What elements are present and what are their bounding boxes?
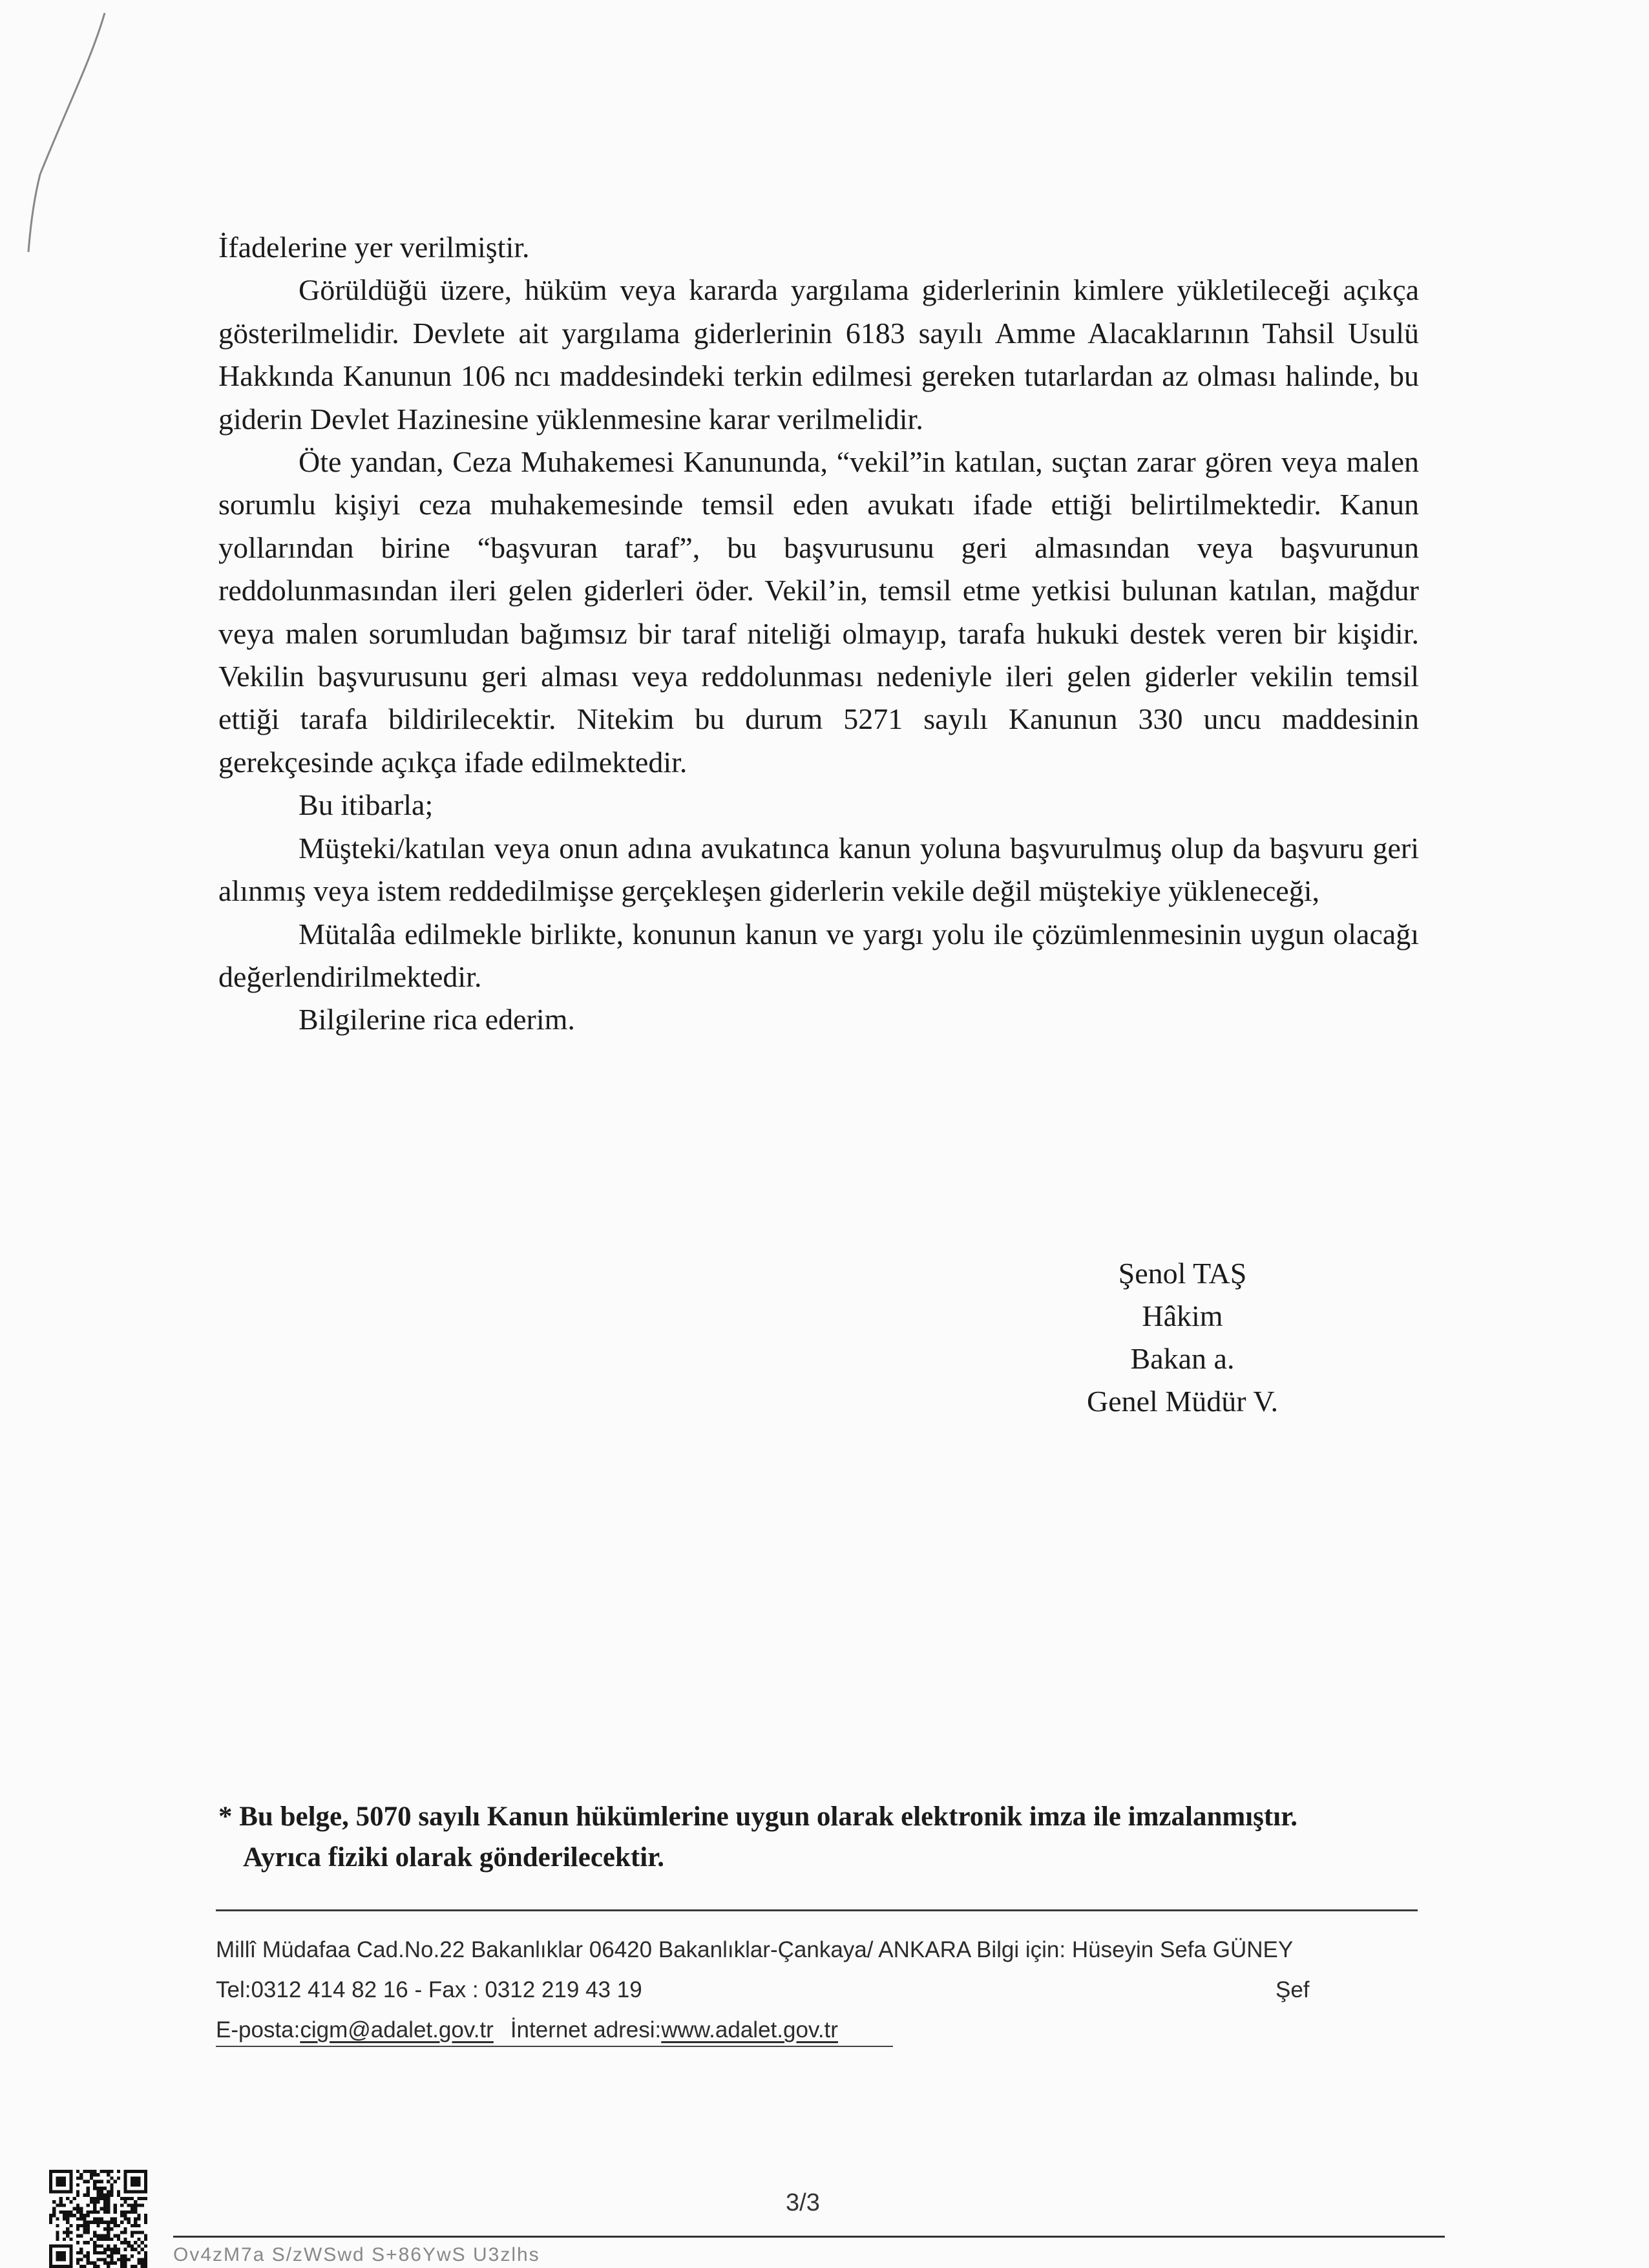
body-paragraph-2: Görüldüğü üzere, hüküm veya kararda yargılama giderlerinin kimlere yükletileceği açıkça gösterilmelidir. Devlete ait yargılama giderlerinin 6183 sayılı Amme Alacaklarının Tahsil Usulü Hakkında Kanunun 106 ncı maddesindeki terkin edilmesi gereken tutarlardan az olması halinde, bu giderin Devlet Hazinesine yüklenmesine karar verilmelidir. (218, 273, 1419, 436)
body-paragraph-3: Öte yandan, Ceza Muhakemesi Kanununda, “vekil”in katılan, suçtan zarar gören veya malen sorumlu kişiyi ceza muhakemesinde temsil eden avukatı ifade ettiği belirtilmektedir. Kanun yollarından birine “başvuran taraf”, bu başvurusunu geri almasından veya başvurunun reddolunmasından ileri gelen giderleri öder. Vekil’in, temsil etme yetkisi bulunan katılan, mağdur veya malen sorumludan bağımsız bir taraf niteliği olmayıp, tarafa hukuki destek veren bir kişidir. Vekilin başvurusunu geri alması veya reddolunması nedeniyle ileri gelen giderler vekilin temsil ettiği tarafa bildirilecektir. Nitekim bu durum 5271 sayılı Kanunun 330 uncu maddesinin gerekçesinde açıkça ifade edilmektedir. (218, 445, 1419, 779)
contact-online-row (216, 2010, 1431, 2050)
contact-divider (216, 1909, 1418, 1911)
qr-code (48, 2170, 149, 2268)
body-paragraph-6: Mütalâa edilmekle birlikte, konunun kanun ve yargı yolu ile çözümlenmesinin uygun olacağı değerlendirilmektedir. (218, 917, 1419, 993)
esign-notice-line-2: Ayrıca fiziki olarak gönderilecektir. (243, 1842, 665, 1873)
verification-code-strip: Ov4zM7a S/zWSwd S+86YwS U3zlhs (173, 2244, 540, 2265)
body-paragraph-5: Müşteki/katılan veya onun adına avukatınca kanun yoluna başvurulmuş olup da başvuru geri alınmış veya istem reddedilmişse gerçekleşen giderlerin vekile değil müştekiye yükleneceği, (218, 831, 1419, 908)
contact-underline (216, 2046, 893, 2047)
contact-phone-row (216, 1970, 1431, 2010)
body-paragraph-1: İfadelerine yer verilmiştir. (218, 231, 530, 264)
footer-divider (173, 2236, 1445, 2238)
signatory-name: Şenol TAŞ (1118, 1257, 1247, 1290)
esign-notice-line-1: * Bu belge, 5070 sayılı Kanun hükümlerine uygun olarak elektronik imza ile imzalanmıştır. (218, 1801, 1298, 1832)
contact-role: Şef (1276, 1977, 1310, 2002)
signatory-position: Genel Müdür V. (1086, 1385, 1278, 1418)
letter-body (218, 226, 1419, 1042)
body-paragraph-7: Bilgilerine rica ederim. (299, 1003, 575, 1036)
page-number: 3/3 (786, 2189, 820, 2216)
email-label: E-posta: (216, 2017, 300, 2042)
scan-artifact-line (14, 13, 118, 252)
body-paragraph-4: Bu itibarla; (299, 788, 434, 822)
website-label: İnternet adresi: (510, 2017, 662, 2042)
contact-phone-fax: Tel:0312 414 82 16 - Fax : 0312 219 43 19 (216, 1977, 642, 2002)
contact-block (216, 1930, 1431, 2050)
website-link[interactable]: www.adalet.gov.tr (661, 2017, 838, 2042)
email-link[interactable]: cigm@adalet.gov.tr (300, 2017, 494, 2042)
signatory-title: Hâkim (1142, 1299, 1223, 1332)
contact-address: Millî Müdafaa Cad.No.22 Bakanlıklar 06420 Bakanlıklar-Çankaya/ ANKARA Bilgi için: Hüseyin Sefa GÜNEY (216, 1937, 1294, 1962)
signatory-role: Bakan a. (1130, 1342, 1235, 1375)
signature-block (1008, 1252, 1357, 1423)
esign-notice (218, 1796, 1297, 1878)
